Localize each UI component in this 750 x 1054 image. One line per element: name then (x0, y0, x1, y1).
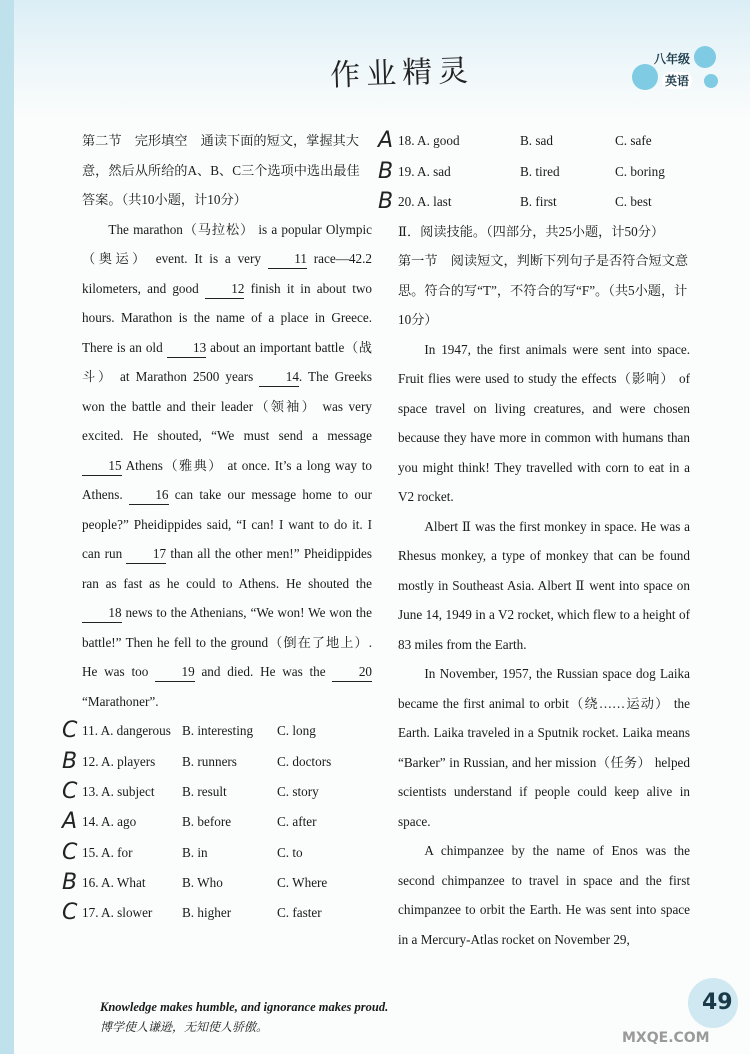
blank-number: 16 (129, 486, 169, 505)
option-a: 16. A. What (82, 874, 146, 890)
page-number: 49 (702, 990, 733, 1015)
option-row (62, 746, 372, 776)
passage-text: Athens（雅典） at once. It’s a long way to Athens. (82, 457, 372, 502)
handwritten-answer: B (62, 748, 78, 774)
handwritten-answer: B (378, 158, 394, 184)
option-a: 18. A. good (398, 133, 460, 149)
right-column (378, 126, 690, 954)
paragraph: A chimpanzee by the name of Enos was the second chimpanzee to travel in space and the first chimpanzee to orbit the Earth. He was sent into space in a Mercury-Atlas rocket on November 29, (398, 843, 690, 947)
handwritten-answer: C (62, 900, 78, 926)
handwritten-answer: A (378, 128, 394, 154)
option-c: C. boring (615, 163, 665, 179)
part-heading: Ⅱ．阅读技能。（四部分，共25小题，计50分） (398, 223, 665, 239)
option-row (378, 187, 690, 217)
option-c: C. long (277, 723, 316, 739)
option-b: B. tired (520, 163, 560, 179)
handwritten-answer: C (62, 778, 78, 804)
option-b: B. before (182, 814, 232, 830)
handwritten-answer: B (62, 869, 78, 895)
passage-text: . The Greeks won the battle and their leader（领袖） was very excited. He shouted, “We must send a message (82, 369, 372, 443)
option-a: 14. A. ago (82, 814, 137, 830)
passage-text: “Marathoner”. (82, 693, 159, 709)
blank-number: 13 (167, 339, 207, 358)
blank-number: 15 (82, 457, 122, 476)
option-a: 12. A. players (82, 753, 156, 769)
footer-quote-cn: 博学使人谦逊，无知使人骄傲。 (100, 1020, 269, 1034)
blank-number: 19 (155, 663, 195, 682)
option-b: B. higher (182, 905, 232, 921)
option-row (62, 837, 372, 867)
option-a: 19. A. sad (398, 163, 451, 179)
passage-text: can take our message home to our people?” Pheidippides said, “I can! I want to do it. I can run (82, 487, 372, 561)
option-b: B. interesting (182, 723, 254, 739)
option-row (62, 807, 372, 837)
option-b: B. Who (182, 874, 223, 890)
blank-number: 20 (332, 663, 372, 682)
blank-number: 18 (82, 604, 122, 623)
grade-label: 八年级 (654, 52, 691, 66)
bubble-icon (632, 64, 658, 90)
blank-number: 14 (259, 368, 299, 387)
option-c: C. Where (277, 874, 328, 890)
section-heading: 第二节 完形填空 通读下面的短文，掌握其大意，然后从所给的A、B、C三个选项中选出最佳答案。（共10小题，计10分） (82, 133, 360, 207)
option-b: B. sad (520, 133, 553, 149)
passage-text: and died. He was the (194, 664, 333, 679)
options-list (62, 716, 372, 928)
option-c: C. safe (615, 133, 652, 149)
option-b: B. in (182, 844, 208, 860)
option-row (62, 898, 372, 928)
options-list (378, 126, 690, 217)
option-c: C. doctors (277, 753, 332, 769)
side-bar (0, 0, 14, 1054)
handwritten-answer: C (62, 839, 78, 865)
blank-number: 12 (205, 280, 245, 299)
option-row (378, 126, 690, 156)
option-b: B. result (182, 783, 227, 799)
passage-text: about an important battle（战斗） at Marathon 2500 years (82, 339, 372, 384)
handwritten-answer: C (62, 718, 78, 744)
grade-badge (632, 50, 724, 98)
passage-text: The marathon（马拉松） is a popular Olympic（奥运） event. It is a very (82, 221, 372, 266)
option-a: 20. A. last (398, 193, 452, 209)
option-b: B. first (520, 193, 557, 209)
bubble-icon (704, 74, 718, 88)
option-a: 11. A. dangerous (82, 723, 171, 739)
paragraph: In November, 1957, the Russian space dog Laika became the first animal to orbit（绕……运动） the Earth. Laika traveled in a Sputnik rocket. Laika means “Barker” in Russian, and her mission（任务） helped scientists understand if people could keep alive in space. (398, 666, 690, 829)
footer-quote-en: Knowledge makes humble, and ignorance makes proud. (100, 1000, 389, 1014)
passage-text: race—42.2 kilometers, and good (82, 251, 372, 296)
option-c: C. story (277, 783, 319, 799)
option-row (62, 867, 372, 897)
header-title: 作业精灵 (329, 53, 475, 94)
option-c: C. best (615, 193, 652, 209)
passage-text: than all the other men!” Pheidippides ran as fast as he could to Athens. He shouted the (82, 546, 372, 591)
option-row (62, 777, 372, 807)
option-c: C. to (277, 844, 303, 860)
handwritten-answer: B (378, 188, 394, 214)
option-a: 15. A. for (82, 844, 133, 860)
option-c: C. faster (277, 905, 322, 921)
passage-text: news to the Athenians, “We won! We won the battle!” Then he fell to the ground（倒在了地上）. He was too (82, 605, 372, 679)
bubble-icon (694, 46, 716, 68)
blank-number: 11 (268, 250, 307, 269)
option-row (378, 156, 690, 186)
section-heading: 第一节 阅读短文，判断下列句子是否符合短文意思。符合的写“T”，不符合的写“F”。（共5小题，计10分） (398, 253, 689, 328)
option-row (62, 716, 372, 746)
subject-label: 英语 (662, 72, 692, 89)
option-b: B. runners (182, 753, 237, 769)
paragraph: In 1947, the first animals were sent into space. Fruit flies were used to study the effects（影响） of space travel on living creatures, and were chosen because they have more in common with humans than you might think! They travelled with corn to eat in a V2 rocket. (398, 341, 690, 505)
left-column (62, 126, 372, 928)
passage-text: finish it in about two hours. Marathon is the name of a place in Greece. There is an old (82, 280, 372, 355)
option-c: C. after (277, 814, 317, 830)
handwritten-answer: A (62, 809, 78, 835)
cloze-passage (82, 215, 372, 717)
option-a: 13. A. subject (82, 783, 155, 799)
option-a: 17. A. slower (82, 905, 153, 921)
paragraph: Albert Ⅱ was the first monkey in space. He was a Rhesus monkey, a type of monkey that can be found mostly in Southeast Asia. Albert Ⅱ went into space on June 14, 1949 in a V2 rocket, which flew to a height of 83 miles from the Earth. (398, 518, 690, 652)
blank-number: 17 (126, 545, 166, 564)
watermark: MXQE.COM (622, 1030, 710, 1046)
